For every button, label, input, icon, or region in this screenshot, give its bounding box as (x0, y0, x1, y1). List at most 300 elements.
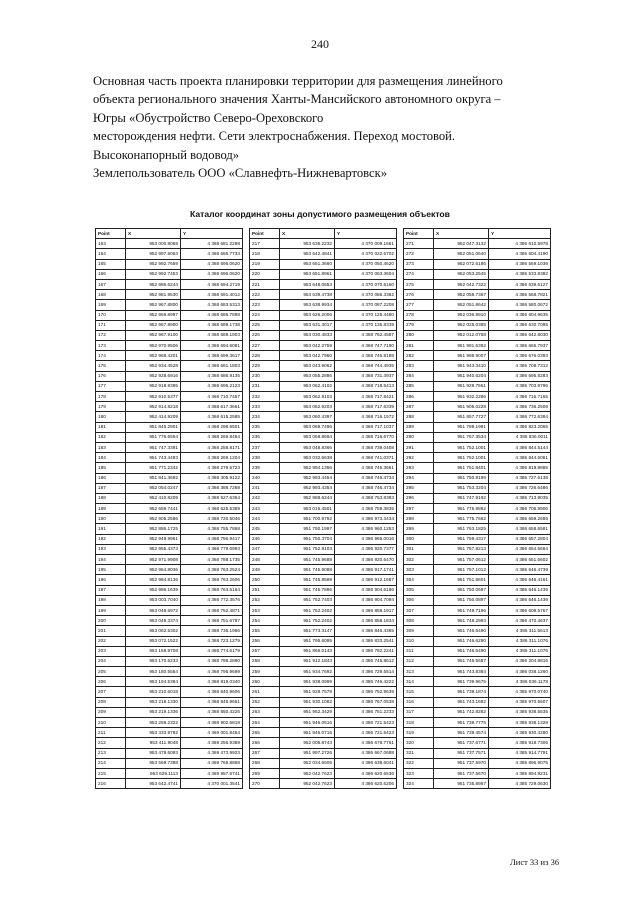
x-cell: 951 737.6771 (434, 738, 489, 748)
y-cell: 4 368 756.9417 (181, 534, 243, 544)
table-row (96, 524, 243, 534)
table-row (250, 555, 397, 565)
x-cell: 951 750.3704 (280, 534, 335, 544)
table-row (404, 381, 551, 391)
point-cell: 198 (96, 595, 126, 605)
y-cell: 4 368 772.3576 (181, 595, 243, 605)
heading-line: объекта регионального значения Ханты-Мансийского автономного округа – (93, 92, 501, 107)
y-cell: 4 370 135.8339 (335, 320, 397, 330)
y-cell: 4 368 689.1903 (181, 330, 243, 340)
point-cell: 285 (404, 381, 434, 391)
table-row (404, 616, 551, 626)
x-cell: 953 170.5233 (126, 656, 181, 666)
column-header: Y (181, 229, 243, 239)
x-cell: 953 219.1336 (126, 707, 181, 717)
x-cell: 952 928.6916 (126, 371, 181, 381)
table-row (404, 779, 551, 789)
y-cell: 4 386 920.6470 (335, 555, 397, 565)
table-row (250, 677, 397, 687)
table-row (404, 493, 551, 503)
x-cell: 951 905.0228 (434, 402, 489, 412)
point-cell: 224 (250, 310, 280, 320)
x-cell: 951 739.4574 (434, 728, 489, 738)
x-cell: 951 928.7579 (280, 687, 335, 697)
x-cell: 951 751.8601 (434, 575, 489, 585)
table-row (250, 514, 397, 524)
x-cell: 951 745.9088 (280, 565, 335, 575)
y-cell: 4 386 610.5978 (489, 239, 551, 249)
y-cell: 4 386 204.8816 (489, 656, 551, 666)
table-row (96, 514, 243, 524)
x-cell: 951 746.6490 (434, 646, 489, 656)
table-row (404, 646, 551, 656)
y-cell: 4 386 311.1076 (489, 646, 551, 656)
point-cell: 228 (250, 351, 280, 361)
x-cell: 951 934.7692 (280, 667, 335, 677)
x-cell: 951 700.9792 (280, 514, 335, 524)
point-cell: 211 (96, 728, 126, 738)
point-cell: 176 (96, 371, 126, 381)
table-row (96, 707, 243, 717)
y-cell: 4 368 686.7898 (181, 310, 243, 320)
table-row (404, 300, 551, 310)
x-cell: 952 992.7659 (126, 259, 181, 269)
x-cell: 952 968.4201 (126, 351, 181, 361)
x-cell: 952 042.7322 (434, 279, 489, 289)
x-cell: 951 841.3692 (126, 473, 181, 483)
point-cell: 319 (404, 728, 434, 738)
x-cell: 952 042.7623 (280, 768, 335, 778)
table-row (96, 687, 243, 697)
y-cell: 4 386 703.9796 (489, 381, 551, 391)
x-cell: 953 626.2006 (280, 310, 335, 320)
table-row (250, 718, 397, 728)
column-header: X (126, 229, 181, 239)
point-cell: 292 (404, 453, 434, 463)
point-cell: 308 (404, 616, 434, 626)
table-row (250, 667, 397, 677)
point-cell: 200 (96, 616, 126, 626)
table-row (96, 616, 243, 626)
x-cell: 953 648.0653 (280, 279, 335, 289)
y-cell: 4 368 686.9135 (181, 371, 243, 381)
x-cell: 953 000.8069 (126, 239, 181, 249)
x-cell: 951 988.9007 (434, 351, 489, 361)
y-cell: 4 386 646.1439 (489, 595, 551, 605)
x-cell: 951 857.7727 (434, 412, 489, 422)
x-cell: 951 943.3410 (434, 361, 489, 371)
point-cell: 252 (250, 595, 280, 605)
y-cell: 4 370 001.3541 (181, 779, 243, 789)
x-cell: 951 795.6095 (280, 636, 335, 646)
point-cell: 303 (404, 565, 434, 575)
y-cell: 4 368 527.6364 (181, 493, 243, 503)
point-cell: 218 (250, 249, 280, 259)
table-row (250, 616, 397, 626)
x-cell: 952 967.8800 (126, 300, 181, 310)
x-cell: 951 737.5970 (434, 758, 489, 768)
table-row (404, 269, 551, 279)
table-row (404, 595, 551, 605)
y-cell: 4 386 836.0011 (489, 432, 551, 442)
point-cell: 215 (96, 768, 126, 778)
x-cell: 951 747.3391 (126, 442, 181, 452)
table-row (96, 412, 243, 422)
point-cell: 323 (404, 768, 434, 778)
column-header: X (280, 229, 335, 239)
point-cell: 237 (250, 442, 280, 452)
point-cell: 209 (96, 707, 126, 717)
point-cell: 254 (250, 616, 280, 626)
point-cell: 318 (404, 718, 434, 728)
table-row (404, 310, 551, 320)
y-cell: 4 368 746.3661 (335, 463, 397, 473)
table-row (404, 483, 551, 493)
y-cell: 4 386 729.5514 (335, 667, 397, 677)
point-cell: 173 (96, 341, 126, 351)
table-row (96, 605, 243, 615)
table-row (404, 473, 551, 483)
point-cell: 194 (96, 555, 126, 565)
y-cell: 4 386 844.5061 (489, 453, 551, 463)
point-cell: 283 (404, 361, 434, 371)
y-cell: 4 368 720.5046 (181, 514, 243, 524)
x-cell: 952 058.7367 (434, 290, 489, 300)
x-cell: 951 752.1001 (434, 442, 489, 452)
table-row (250, 636, 397, 646)
y-cell: 4 370 063.3604 (335, 269, 397, 279)
y-cell: 4 386 657.2804 (489, 534, 551, 544)
coordinate-tables (95, 228, 551, 789)
point-cell: 304 (404, 575, 434, 585)
y-cell: 4 368 615.2585 (181, 412, 243, 422)
table-row (250, 748, 397, 758)
table-row (96, 422, 243, 432)
x-cell: 951 775.7662 (434, 514, 489, 524)
point-cell: 227 (250, 341, 280, 351)
table-row (96, 738, 243, 748)
table-row (96, 697, 243, 707)
table-row (404, 239, 551, 249)
table-row (96, 656, 243, 666)
y-cell: 4 385 930.4280 (489, 728, 551, 738)
point-cell: 193 (96, 544, 126, 554)
heading-line: Высоконапорный водовод» (93, 147, 240, 162)
y-cell: 4 386 772.6384 (489, 412, 551, 422)
x-cell: 952 054.0247 (126, 483, 181, 493)
x-cell: 952 034.6505 (280, 758, 335, 768)
table-row (404, 463, 551, 473)
point-cell: 195 (96, 565, 126, 575)
point-cell: 223 (250, 300, 280, 310)
point-cell: 180 (96, 412, 126, 422)
x-cell: 951 763.1825 (434, 524, 489, 534)
column-header: Y (335, 229, 397, 239)
table-row (96, 249, 243, 259)
point-cell: 313 (404, 667, 434, 677)
table-row (96, 473, 243, 483)
y-cell: 4 368 694.6081 (181, 341, 243, 351)
table-row (96, 351, 243, 361)
x-cell: 953 479.6093 (126, 748, 181, 758)
y-cell: 4 386 659.2685 (489, 514, 551, 524)
point-cell: 258 (250, 656, 280, 666)
table-row (404, 738, 551, 748)
point-cell: 309 (404, 626, 434, 636)
table-row (250, 697, 397, 707)
y-cell: 4 368 774.6179 (181, 646, 243, 656)
table-row (250, 493, 397, 503)
point-cell: 272 (404, 249, 434, 259)
y-cell: 4 370 086.3382 (335, 290, 397, 300)
y-cell: 4 386 858.1834 (335, 616, 397, 626)
table-row (96, 748, 243, 758)
x-cell: 953 218.1330 (126, 697, 181, 707)
y-cell: 4 368 279.5723 (181, 463, 243, 473)
x-cell: 951 776.6554 (126, 432, 181, 442)
point-cell: 277 (404, 300, 434, 310)
y-cell: 4 386 658.6581 (489, 524, 551, 534)
y-cell: 4 368 779.0993 (181, 544, 243, 554)
point-cell: 320 (404, 738, 434, 748)
point-cell: 182 (96, 432, 126, 442)
x-cell: 952 994.1356 (280, 463, 335, 473)
y-cell: 4 386 912.1687 (335, 575, 397, 585)
x-cell: 952 410.8209 (126, 493, 181, 503)
x-cell: 951 773.3147 (280, 626, 335, 636)
x-cell: 952 053.2545 (434, 269, 489, 279)
table-row (404, 412, 551, 422)
point-cell: 229 (250, 361, 280, 371)
point-cell: 306 (404, 595, 434, 605)
point-cell: 289 (404, 422, 434, 432)
table-row (250, 463, 397, 473)
table-row (404, 636, 551, 646)
y-cell: 4 368 744.4935 (335, 361, 397, 371)
x-cell: 952 967.9100 (126, 330, 181, 340)
point-cell: 204 (96, 656, 126, 666)
point-cell: 196 (96, 575, 126, 585)
point-cell: 225 (250, 320, 280, 330)
y-cell: 4 386 904.7094 (335, 595, 397, 605)
point-cell: 256 (250, 636, 280, 646)
y-cell: 4 368 840.9606 (181, 687, 243, 697)
point-cell: 241 (250, 483, 280, 493)
y-cell: 4 370 070.5160 (335, 279, 397, 289)
x-cell: 952 051.8642 (434, 300, 489, 310)
point-cell: 221 (250, 279, 280, 289)
point-cell: 270 (250, 779, 280, 789)
point-cell: 231 (250, 381, 280, 391)
table-row (404, 330, 551, 340)
x-cell: 952 051.0640 (434, 249, 489, 259)
table-row (250, 605, 397, 615)
point-cell: 219 (250, 259, 280, 269)
x-cell: 951 932.2286 (434, 392, 489, 402)
table-row (404, 442, 551, 452)
y-cell: 4 386 654.5664 (489, 544, 551, 554)
point-cell: 197 (96, 585, 126, 595)
point-cell: 301 (404, 544, 434, 554)
table-row (404, 768, 551, 778)
x-cell: 951 912.1843 (280, 656, 335, 666)
point-cell: 216 (96, 779, 126, 789)
y-cell: 4 368 741.0371 (335, 453, 397, 463)
x-cell: 951 759.4317 (434, 534, 489, 544)
x-cell: 953 062.9203 (280, 402, 335, 412)
table-row (96, 504, 243, 514)
point-cell: 188 (96, 493, 126, 503)
x-cell: 951 748.2993 (434, 616, 489, 626)
table-row (404, 748, 551, 758)
point-cell: 295 (404, 483, 434, 493)
point-cell: 185 (96, 463, 126, 473)
x-cell: 951 739.7775 (434, 718, 489, 728)
y-cell: 4 368 696.0620 (181, 259, 243, 269)
x-cell: 953 062.5302 (126, 626, 181, 636)
x-cell: 951 757.1012 (434, 565, 489, 575)
point-cell: 178 (96, 392, 126, 402)
y-cell: 4 385 970.5607 (489, 697, 551, 707)
x-cell: 953 049.3374 (126, 616, 181, 626)
point-cell: 290 (404, 432, 434, 442)
table-row (404, 626, 551, 636)
point-cell: 212 (96, 738, 126, 748)
x-cell: 952 025.0385 (434, 320, 489, 330)
y-cell: 4 386 569.1039 (489, 259, 551, 269)
x-cell: 953 642.4841 (280, 249, 335, 259)
table-row (96, 279, 243, 289)
y-cell: 4 368 625.5389 (181, 504, 243, 514)
point-cell: 262 (250, 697, 280, 707)
table-row (404, 524, 551, 534)
x-cell: 952 993.4354 (280, 483, 335, 493)
x-cell: 952 964.8036 (126, 565, 181, 575)
point-cell: 234 (250, 412, 280, 422)
point-cell: 251 (250, 585, 280, 595)
point-cell: 255 (250, 626, 280, 636)
x-cell: 951 751.8401 (434, 463, 489, 473)
point-cell: 238 (250, 453, 280, 463)
table-row (96, 259, 243, 269)
y-cell: 4 370 022.6702 (335, 249, 397, 259)
point-cell: 181 (96, 422, 126, 432)
point-cell: 205 (96, 667, 126, 677)
table-row (96, 239, 243, 249)
point-cell: 177 (96, 381, 126, 391)
table-row (250, 473, 397, 483)
x-cell: 952 971.9908 (126, 555, 181, 565)
x-cell: 951 750.1997 (280, 524, 335, 534)
table-row (250, 656, 397, 666)
x-cell: 951 747.9192 (434, 493, 489, 503)
heading-line: Основная часть проекта планировки территории для размещения линейного (93, 74, 503, 88)
y-cell: 4 386 823.2065 (489, 422, 551, 432)
point-cell: 302 (404, 555, 434, 565)
point-cell: 166 (96, 269, 126, 279)
y-cell: 4 386 751.2233 (335, 707, 397, 717)
x-cell: 952 981.9530 (126, 290, 181, 300)
x-cell: 952 993.4454 (280, 473, 335, 483)
table-row (250, 524, 397, 534)
y-cell: 4 386 706.9906 (489, 504, 551, 514)
y-cell: 4 368 683.5313 (181, 300, 243, 310)
point-cell: 183 (96, 442, 126, 452)
table-row (404, 585, 551, 595)
point-cell: 186 (96, 473, 126, 483)
table-row (250, 544, 397, 554)
table-row (250, 707, 397, 717)
point-cell: 267 (250, 748, 280, 758)
point-cell: 263 (250, 707, 280, 717)
point-cell: 297 (404, 504, 434, 514)
y-cell: 4 369 765.8868 (181, 758, 243, 768)
x-cell: 953 032.5638 (280, 453, 335, 463)
x-cell: 953 048.6972 (126, 605, 181, 615)
y-cell: 4 386 646.4739 (489, 565, 551, 575)
table-row (404, 667, 551, 677)
table-row (404, 544, 551, 554)
table-row (96, 636, 243, 646)
table-row (96, 341, 243, 351)
point-cell: 167 (96, 279, 126, 289)
point-cell: 206 (96, 677, 126, 687)
table-row (404, 453, 551, 463)
point-cell: 203 (96, 646, 126, 656)
x-cell: 952 905.2586 (126, 514, 181, 524)
x-cell: 953 062.9103 (280, 392, 335, 402)
x-cell: 951 739.1874 (434, 687, 489, 697)
x-cell: 951 737.5670 (434, 768, 489, 778)
point-cell: 245 (250, 524, 280, 534)
x-cell: 951 940.6204 (434, 371, 489, 381)
y-cell: 4 386 620.6206 (335, 779, 397, 789)
table-row (404, 555, 551, 565)
y-cell: 4 368 731.3937 (335, 371, 397, 381)
y-cell: 4 368 617.3661 (181, 402, 243, 412)
point-cell: 266 (250, 738, 280, 748)
x-cell: 951 952.3429 (280, 707, 335, 717)
table-row (404, 279, 551, 289)
table-row (404, 249, 551, 259)
point-cell: 294 (404, 473, 434, 483)
table-row (250, 371, 397, 381)
x-cell: 953 629.1113 (126, 768, 181, 778)
point-cell: 164 (96, 249, 126, 259)
y-cell: 4 386 036.1178 (489, 677, 551, 687)
y-cell: 4 368 795.9699 (181, 667, 243, 677)
page-number: 240 (311, 37, 329, 51)
y-cell: 4 386 539.6127 (489, 279, 551, 289)
y-cell: 4 368 699.3617 (181, 351, 243, 361)
point-cell: 265 (250, 728, 280, 738)
y-cell: 4 386 678.7761 (335, 738, 397, 748)
y-cell: 4 368 695.2123 (181, 381, 243, 391)
point-cell: 279 (404, 320, 434, 330)
table-row (250, 259, 397, 269)
sheet-number: Лист 33 из 36 (510, 857, 560, 867)
x-cell: 951 865.0143 (280, 646, 335, 656)
table-row (96, 544, 243, 554)
x-cell: 953 569.7398 (126, 758, 181, 768)
y-cell: 4 368 718.5413 (335, 381, 397, 391)
y-cell: 4 368 717.6339 (335, 402, 397, 412)
x-cell: 953 015.4501 (280, 504, 335, 514)
point-cell: 232 (250, 392, 280, 402)
y-cell: 4 368 902.6818 (181, 718, 243, 728)
x-cell: 952 986.6244 (126, 279, 181, 289)
table-row (96, 565, 243, 575)
